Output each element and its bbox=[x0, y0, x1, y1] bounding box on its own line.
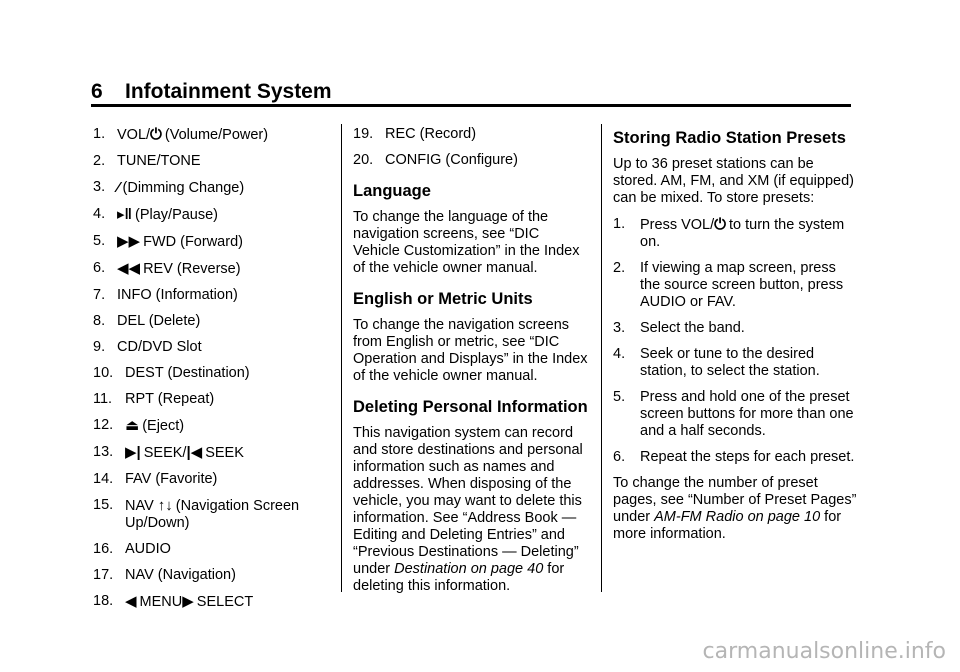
text-column bbox=[613, 126, 858, 552]
list-item: 3. Select the band. bbox=[613, 320, 745, 336]
cross-reference: AM-FM Radio on page 10 bbox=[654, 509, 821, 525]
watermark: carmanualsonline.info bbox=[702, 639, 946, 664]
paragraph: This navigation system can record and store destinations and personal information such as names and addresses. When disposing of the vehicle, you may want to delete this information. See “Address Book — Editing and Deleting Entries” and “Previous Destinations — Deleting” under Destination on page 40 for deleting this information. bbox=[353, 425, 583, 594]
menu-left-icon: ◀ bbox=[125, 593, 137, 610]
list-item: 8. DEL (Delete) bbox=[93, 313, 201, 329]
fast-forward-icon: ▶▶ bbox=[117, 233, 141, 250]
paragraph: To change the number of preset pages, see “Number of Preset Pages” under AM-FM Radio on page 10 for more information. bbox=[613, 475, 857, 542]
list-item: 4. Seek or tune to the desired station, to select the station. bbox=[613, 346, 820, 379]
list-item: 9. CD/DVD Slot bbox=[93, 339, 202, 355]
paragraph: To change the navigation screens from English or metric, see “DIC Operation and Displays” in the Index of the vehicle owner manual. bbox=[353, 317, 588, 384]
list-item: 18. ◀ MENU▶ SELECT bbox=[93, 593, 254, 610]
eject-icon: ⏏ bbox=[125, 417, 140, 434]
section-heading: English or Metric Units bbox=[353, 290, 533, 308]
list-item: 16. AUDIO bbox=[93, 541, 171, 557]
list-item: 1. VOL/⏻ (Volume/Power) bbox=[93, 126, 269, 143]
list-item: 12. ⏏ (Eject) bbox=[93, 417, 185, 434]
section-title: Infotainment System bbox=[125, 80, 332, 103]
seek-back-icon: |◀ bbox=[186, 444, 203, 461]
control-list bbox=[93, 126, 333, 620]
list-item: 20. CONFIG (Configure) bbox=[353, 152, 518, 168]
header-rule bbox=[91, 104, 851, 107]
list-item: 10. DEST (Destination) bbox=[93, 365, 250, 381]
paragraph: To change the language of the navigation screens, see “DIC Vehicle Customization” in the Index of the vehicle owner manual. bbox=[353, 209, 580, 276]
reverse-icon: ◀◀ bbox=[117, 260, 141, 277]
column-divider bbox=[601, 124, 602, 592]
page-number: 6 bbox=[91, 80, 103, 103]
paragraph: Up to 36 preset stations can be stored. AM, FM, and XM (if equipped) can be mixed. To store presets: bbox=[613, 156, 854, 206]
list-item: 4. ▸‖ (Play/Pause) bbox=[93, 206, 219, 223]
section-heading: Language bbox=[353, 182, 431, 200]
list-item: 1. Press VOL/⏻ to turn the system on. bbox=[613, 216, 845, 250]
list-item: 11. RPT (Repeat) bbox=[93, 391, 215, 407]
list-item: 15. NAV ↑↓ (Navigation Screen Up/Down) bbox=[93, 497, 300, 531]
list-item: 2. TUNE/TONE bbox=[93, 153, 201, 169]
select-right-icon: ▶ bbox=[182, 593, 194, 610]
text-column bbox=[353, 126, 588, 604]
list-item: 6. ◀◀ REV (Reverse) bbox=[93, 260, 241, 277]
list-item: 5. Press and hold one of the preset screen buttons for more than one and a half seconds. bbox=[613, 389, 854, 439]
section-heading: Storing Radio Station Presets bbox=[613, 129, 846, 147]
list-item: 3. ⁄ (Dimming Change) bbox=[93, 179, 245, 196]
play-pause-icon: ▸‖ bbox=[117, 206, 132, 223]
column-divider bbox=[341, 124, 342, 592]
list-item: 13. ▶| SEEK/|◀ SEEK bbox=[93, 444, 244, 461]
cross-reference: Destination on page 40 bbox=[394, 561, 544, 577]
list-item: 17. NAV (Navigation) bbox=[93, 567, 236, 583]
list-item: 19. REC (Record) bbox=[353, 126, 477, 142]
list-item: 7. INFO (Information) bbox=[93, 287, 238, 303]
nav-arrows-icon: ↑↓ bbox=[157, 497, 173, 514]
list-item: 14. FAV (Favorite) bbox=[93, 471, 218, 487]
power-icon: ⏻ bbox=[150, 126, 162, 143]
list-item: 5. ▶▶ FWD (Forward) bbox=[93, 233, 243, 250]
seek-forward-icon: ▶| bbox=[125, 444, 141, 461]
dimming-icon: ⁄ bbox=[117, 179, 120, 196]
section-heading: Deleting Personal Information bbox=[353, 398, 588, 416]
list-item: 2. If viewing a map screen, press the source screen button, press AUDIO or FAV. bbox=[613, 260, 844, 310]
power-icon: ⏻ bbox=[714, 216, 727, 233]
list-item: 6. Repeat the steps for each preset. bbox=[613, 449, 855, 465]
